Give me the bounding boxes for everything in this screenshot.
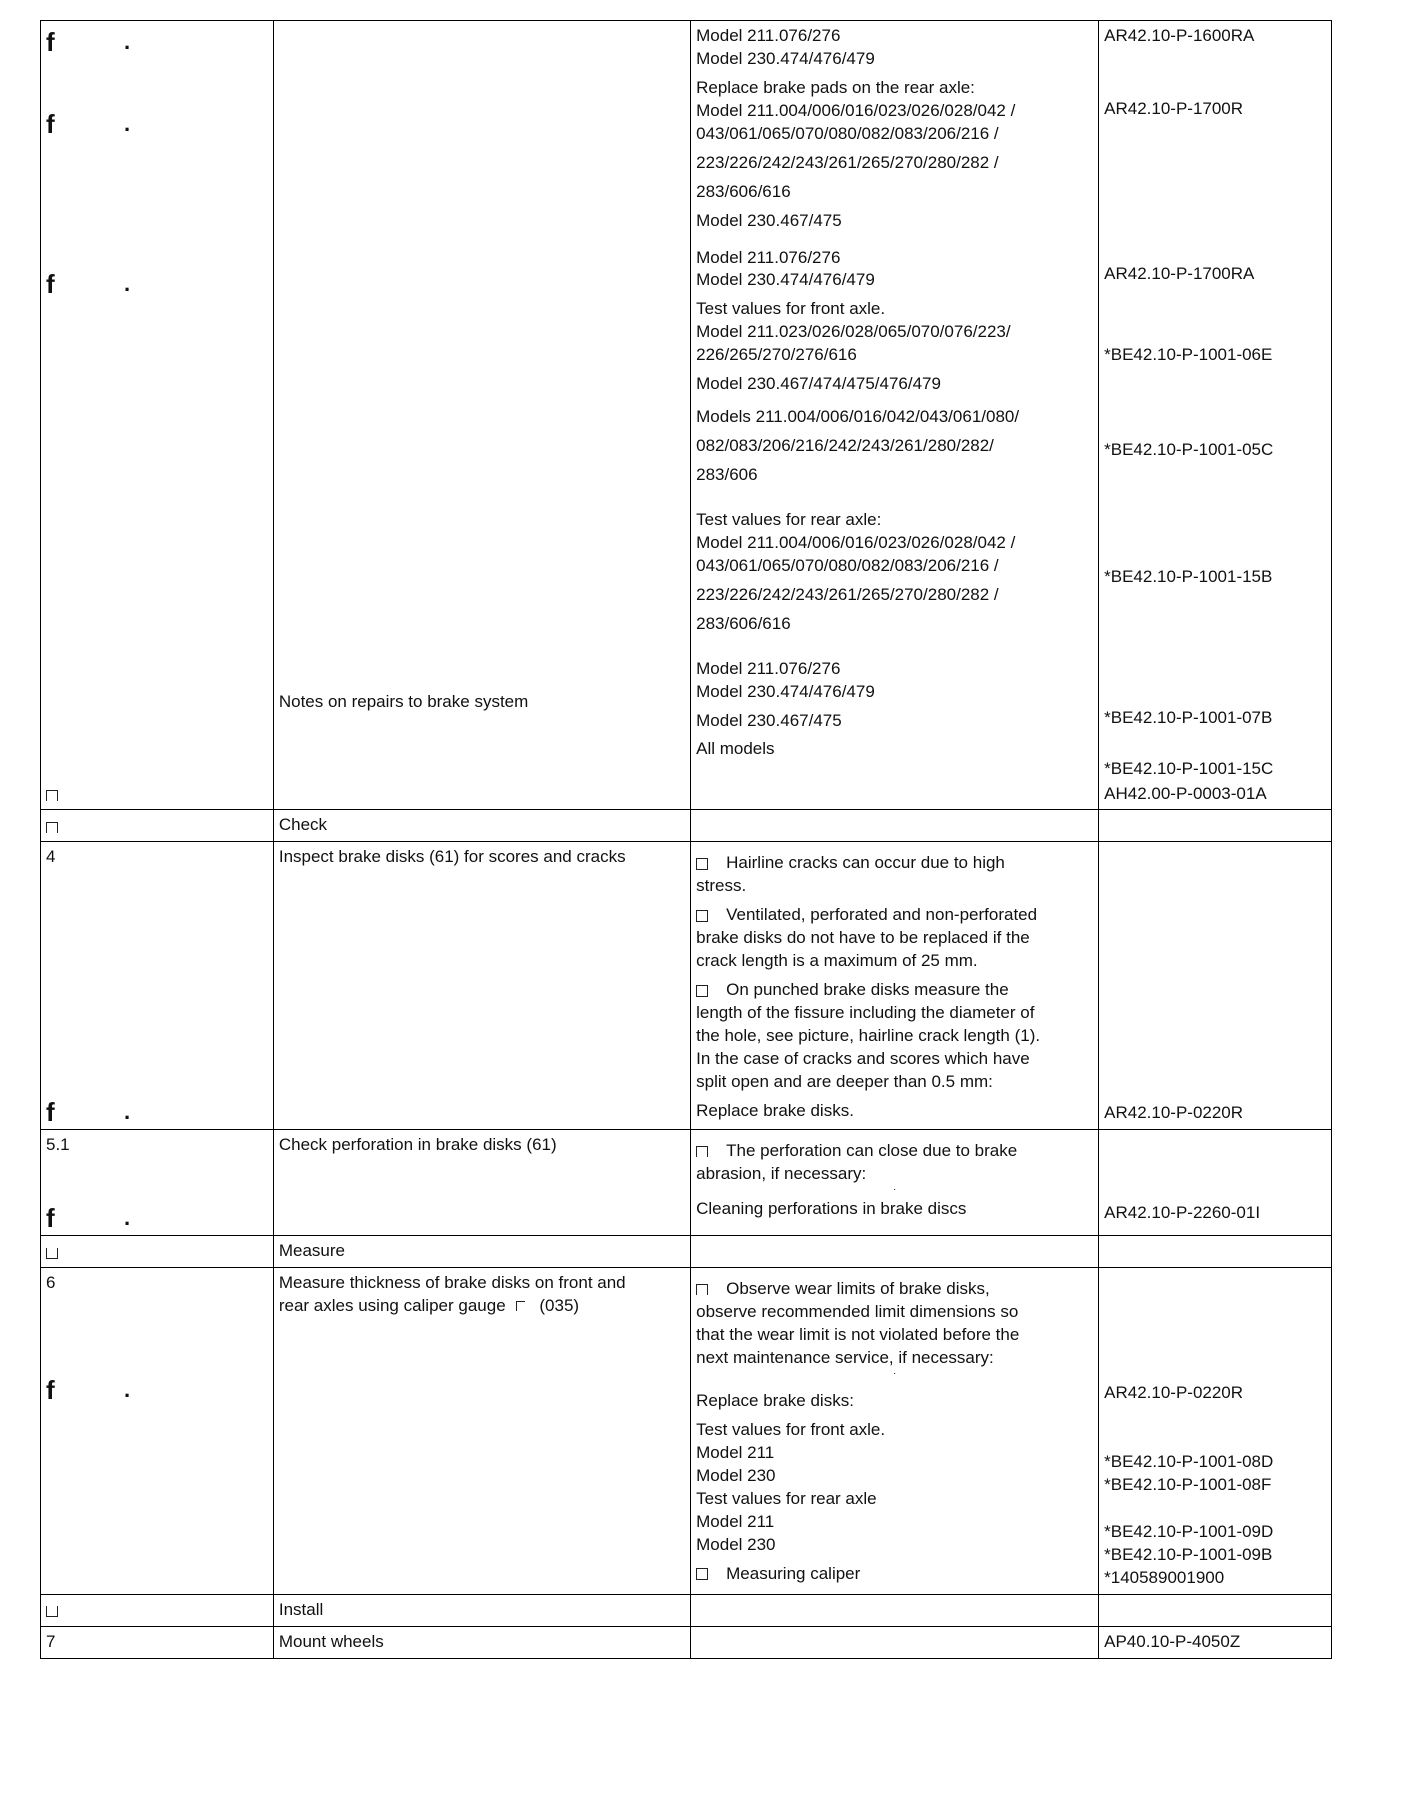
bullet-icon <box>46 783 268 805</box>
doc-link[interactable]: *BE42.10-P-1001-09D <box>1104 1522 1274 1541</box>
step-number: 4 <box>46 847 56 867</box>
step-description: Mount wheels <box>273 1626 690 1658</box>
note-icon <box>696 858 708 870</box>
table-row: 6 f . Measure thickness of brake disks on front and rear axles using caliper gauge (035) Observe wear limits of brake disks, observe recommended limit dimensions so that the wear limit is not violated before the next maintenance service, if necessary: · Replace brake disks: Test values for front axle. Model 211 Model 230 Test values for rear axle Model 211 Model 230 Measuring caliper AR42.10-P-0220R *BE42.10-P-1001-08D *BE42.10-P-1001-08F *BE42.10-P-1001-09D *BE42.10-P-1001-09B *140589001900 <box>41 1268 1332 1595</box>
doc-link[interactable]: AR42.10-P-1700R <box>1104 98 1244 118</box>
table-row <box>41 810 1332 842</box>
table-row: 5.1 f . Check perforation in brake disks (61) The perforation can close due to brake abrasion, if necessary: · Cleaning perforations in brake discs AR42.10-P-2260-01I <box>41 1130 1332 1236</box>
table-row <box>41 1626 1332 1658</box>
doc-link[interactable]: *BE42.10-P-1001-15B <box>1104 566 1273 586</box>
info-marker-icon: f . <box>46 1203 131 1234</box>
table-row <box>41 1236 1332 1268</box>
doc-link[interactable]: *BE42.10-P-1001-08F <box>1104 1475 1272 1495</box>
info-marker-icon: f . <box>46 1375 131 1406</box>
doc-link[interactable]: AR42.10-P-1700RA <box>1104 263 1255 283</box>
doc-link[interactable]: *BE42.10-P-1001-09B <box>1104 1544 1273 1564</box>
doc-link[interactable]: AR42.10-P-0220R <box>1104 1383 1244 1403</box>
tool-icon <box>516 1301 525 1311</box>
doc-link[interactable]: *BE42.10-P-1001-05C <box>1104 439 1274 459</box>
step-number: 6 <box>46 1273 56 1293</box>
info-marker-icon: f . <box>46 269 131 299</box>
step-number: 7 <box>41 1626 274 1658</box>
info-marker-icon: f . <box>46 1097 131 1128</box>
reference-column <box>1099 21 1332 810</box>
bullet-icon <box>46 814 268 836</box>
step-description: Inspect brake disks (61) for scores and cracks <box>273 842 690 1130</box>
notes-label: Notes on repairs to brake system <box>278 692 529 711</box>
doc-link[interactable]: AR42.10-P-2260-01I <box>1104 1203 1261 1223</box>
model-column: Model 211.076/276 Model 230.474/476/479 Replace brake pads on the rear axle: Model 211.004/006/016/023/026/028/042 / 043/061/065/070/080/082/083/206/216 / 223/226/242/243/261/265/270/280/282 / 283/606/616 Model 230.467/475 Model 211.076/276 Model 230.474/476/479 Test values for front axle. Model 211.023/026/028/065/070/076/223/ 226/265/270/276/616 Model 230.467/474/475/476/479 Models 211.004/006/016/042/043/061/080/ 082/083/206/216/242/243/261/280/282/ 283/606 Test values for rear axle: Model 211.004/006/016/023/026/028/042 / 043/061/065/070/080/082/083/206/216 / 223/226/242/243/261/265/270/280/282 / 283/606/616 Model 211.076/276 Model 230.474/476/479 Model 230.467/475 All models <box>691 21 1099 810</box>
info-marker-icon: f . <box>46 109 131 139</box>
doc-link[interactable]: *BE42.10-P-1001-07B <box>1104 707 1273 727</box>
doc-link[interactable]: AR42.10-P-0220R <box>1104 1103 1244 1123</box>
doc-link[interactable]: *BE42.10-P-1001-15C <box>1104 758 1274 778</box>
table-row <box>41 1594 1332 1626</box>
doc-link[interactable]: *BE42.10-P-1001-08D <box>1104 1452 1274 1472</box>
step-description: Check perforation in brake disks (61) <box>273 1130 690 1236</box>
note-icon <box>696 985 708 997</box>
note-icon <box>696 1146 708 1157</box>
bullet-icon <box>46 1240 268 1262</box>
tool-icon <box>696 1568 708 1580</box>
step-number: 5.1 <box>46 1135 70 1155</box>
step-column <box>41 21 274 810</box>
bullet-icon <box>46 1599 268 1621</box>
note-icon <box>696 1284 708 1295</box>
section-heading: Measure <box>273 1236 690 1268</box>
doc-link[interactable]: AR42.10-P-1600RA <box>1104 26 1255 45</box>
operation-column <box>273 21 690 810</box>
info-marker-icon: f . <box>46 27 131 57</box>
doc-link[interactable]: AH42.00-P-0003-01A <box>1104 783 1267 803</box>
doc-link[interactable]: *140589001900 <box>1104 1567 1225 1587</box>
procedure-table <box>40 20 1332 1659</box>
doc-link[interactable]: AP40.10-P-4050Z <box>1104 1631 1241 1651</box>
section-heading: Install <box>273 1594 690 1626</box>
table-row: 4 f . Inspect brake disks (61) for scores and cracks Hairline cracks can occur due to high stress. Ventilated, perforated and non-perforated brake disks do not have to be replaced if the crack length is a maximum of 25 mm. On punched brake disks measure the length of the fissure including the diameter of the hole, see picture, hairline crack length (1). In the case of cracks and scores which have split open and are deeper than 0.5 mm: Replace brake disks. AR42.10-P-0220R <box>41 842 1332 1130</box>
step-description: Measure thickness of brake disks on front and <box>278 1273 626 1293</box>
doc-link[interactable]: *BE42.10-P-1001-06E <box>1104 344 1273 364</box>
table-row <box>41 21 1332 810</box>
note-icon <box>696 910 708 922</box>
section-heading: Check <box>273 810 690 842</box>
